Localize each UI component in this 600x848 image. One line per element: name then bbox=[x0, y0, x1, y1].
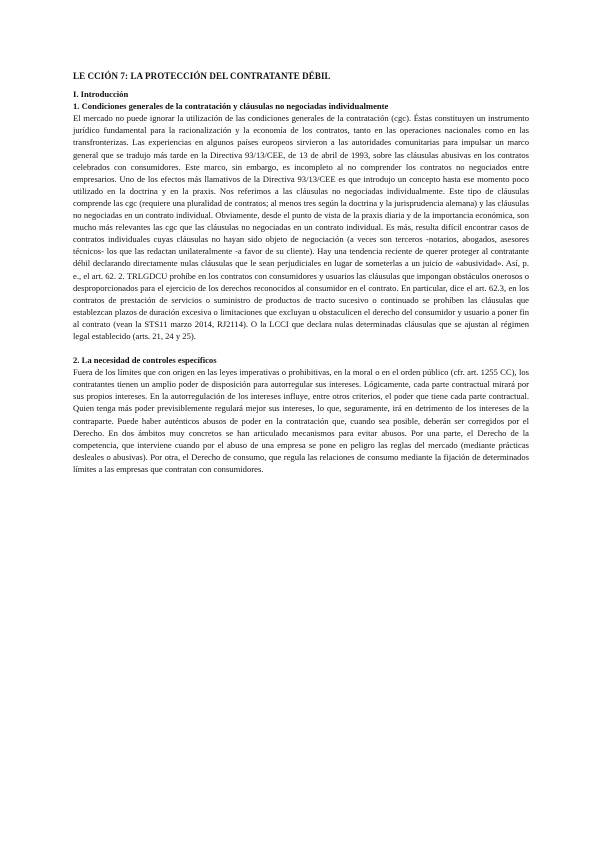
subsection-heading-controles-especificos: 2. La necesidad de controles específicos bbox=[73, 355, 217, 366]
section-heading-introduccion: I. Introducción bbox=[73, 89, 129, 100]
document-page bbox=[73, 70, 529, 475]
lesson-title: LE CCIÓN 7: LA PROTECCIÓN DEL CONTRATANTE DÉBIL bbox=[73, 71, 331, 81]
section-spacer bbox=[73, 342, 529, 354]
paragraph-condiciones-generales: El mercado no puede ignorar la utilización de las condiciones generales de la contratación (cgc). Éstas constituyen un instrumento jurídico fundamental para la racionalización y la economía de los contratos, tanto en las operaciones nacionales como en las transfronterizas. Las experiencias en algunos países europeos sirvieron a las autoridades comunitarias para impulsar un marco general que se tradujo más tarde en la Directiva 93/13/CEE, de 13 de abril de 1993, sobre las cláusulas abusivas en los contratos celebrados con consumidores. Este marco, sin embargo, es incompleto al no comprender los contratos no negociados entre empresarios. Uno de los efectos más llamativos de la Directiva 93/13/CEE es que introdujo un concepto hasta ese momento poco utilizado en la doctrina y en la praxis. Nos referimos a las cláusulas no negociadas individualmente. Este tipo de cláusulas comprende las cgc (requiere una pluralidad de contratos; al menos tres según la doctrina y la jurisprudencia alemana) y las cláusulas no negociadas en un contrato individual. Obviamente, desde el punto de vista de la praxis diaria y de la importancia económica, son mucho más relevantes las cgc que las cláusulas no negociadas en un contrato individual. Es más, resulta difícil encontrar casos de contratos individuales cuyas cláusulas no hayan sido objeto de negociación (a veces son terceros -notarios, abogados, asesores técnicos- los que las redactan unilateralmente -a favor de su cliente). Hay una tendencia reciente de querer proteger al contratante débil declarando directamente nulas cláusulas que le sean perjudiciales en lugar de someterlas a un juicio de «abusividad». Así, p. e., el art. 62. 2. TRLGDCU prohíbe en los contratos con consumidores y usuarios las cláusulas que impongan obstáculos onerosos o desproporcionados para el ejercicio de los derechos reconocidos al consumidor en el contrato. En particular, dice el art. 62.3, en los contratos de prestación de servicios o suministro de productos de tracto sucesivo o continuado se prohíben las cláusulas que establezcan plazos de duración excesiva o limitaciones que excluyan u obstaculicen el derecho del consumidor y usuario a poner fin al contrato (vean la STS11 marzo 2014, RJ2114). O la LCCI que declara nulas determinadas cláusulas que se ajustan al régimen legal establecido (arts. 21, 24 y 25). bbox=[73, 113, 529, 341]
paragraph-controles-especificos: Fuera de los límites que con origen en las leyes imperativas o prohibitivas, en la moral o en el orden público (cfr. art. 1255 CC), los contratantes tienen un amplio poder de disposición para autorregular sus intereses. Lógicamente, cada parte contractual mirará por sus propios intereses. En la autorregulación de los intereses influye, entre otros criterios, el poder que tiene cada parte contractual. Quien tenga más poder previsiblemente regulará mejor sus intereses, lo que, seguramente, irá en detrimento de los intereses de la contraparte. Puede haber auténticos abusos de poder en la contratación que, cuando sea posible, deberán ser corregidos por el Derecho. En dos ámbitos muy concretos se han articulado mecanismos para evitar abusos. Por una parte, el Derecho de la competencia, que interviene cuando por el abuso de una empresa se pone en peligro las reglas del mercado (mediante prácticas desleales o abusivas). Por otra, el Derecho de consumo, que regula las relaciones de consumo mediante la fijación de determinados límites a las empresas que contratan con consumidores. bbox=[73, 367, 529, 474]
subsection-heading-condiciones-generales: 1. Condiciones generales de la contratación y cláusulas no negociadas individualmente bbox=[73, 101, 389, 112]
